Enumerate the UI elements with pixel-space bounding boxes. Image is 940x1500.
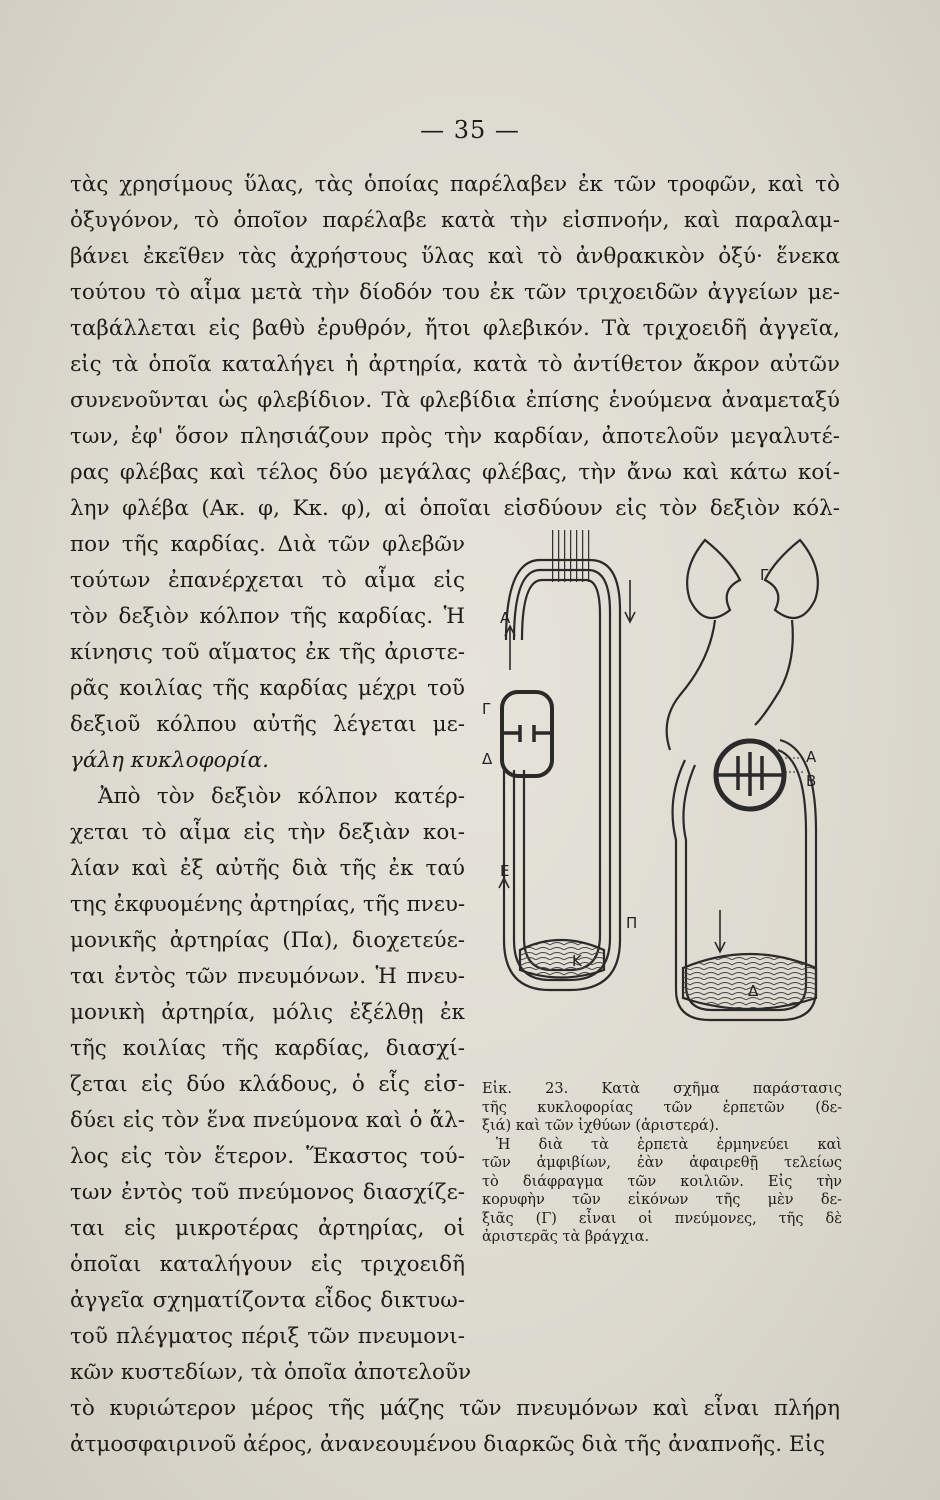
text-line: εἰς τὰ ὁποῖα καταλήγει ἡ ἀρτηρία, κατὰ τὸ ἀντίθετον ἄκρον αὐτῶν [70,352,840,377]
caption-line: ξιᾶς (Γ) εἶναι οἱ πνεύμονες, τῆς δὲ [482,1210,842,1227]
text-line: τὸ κυριώτερον μέρος τῆς μάζης τῶν πνευμόνων καὶ εἶναι πλήρη [70,1396,840,1421]
up-arrow-icon [505,626,515,670]
text-line: ρᾶς κοιλίας τῆς καρδίας μέχρι τοῦ [70,676,465,701]
capillary-net [520,940,604,978]
page-number: — 35 — [420,116,520,144]
lung-left [687,540,740,618]
caption-line: τῆς κυκλοφορίας τῶν ἑρπετῶν (δε- [482,1099,842,1116]
text-line: μονικὴ ἀρτηρία, μόλις ἐξέλθῃ ἐκ [70,1000,465,1025]
text-line: μονικῆς ἀρτηρίας (Πα), διοχετεύε- [70,928,465,953]
text-line: πον τῆς καρδίας. Διὰ τῶν φλεβῶν [70,532,465,557]
text-line: ται εἰς μικροτέρας ἀρτηρίας, οἱ [70,1216,465,1241]
text-line: Ἀπὸ τὸν δεξιὸν κόλπον κατέρ- [98,784,465,809]
text-line: κῶν κυστεδίων, τὰ ὁποῖα ἀποτελοῦν [70,1360,472,1385]
text-line: τοῦ πλέγματος πέριξ τῶν πνευμονι- [70,1324,465,1349]
label-p: Π [626,914,638,932]
text-line: ἀγγεῖα σχηματίζοντα εἶδος δικτυω- [70,1288,465,1313]
text-line: ρας φλέβας καὶ τέλος δύο μεγάλας φλέβας, τὴν ἄνω καὶ κάτω κοί- [70,460,840,485]
label-g-right: Γ [760,566,769,584]
text-line: των ἐντὸς τοῦ πνεύμονος διασχίζε- [70,1180,465,1205]
text-line: λος εἰς τὸν ἕτερον. Ἕκαστος τού- [70,1144,465,1169]
text-line: τούτου τὸ αἷμα μετὰ τὴν δίοδόν του ἐκ τῶν τριχοειδῶν ἀγγείων με- [70,280,840,305]
caption-line: Εἰκ. 23. Κατὰ σχῆμα παράστασις [482,1081,842,1097]
text-line: των, ἐφ' ὅσον πλησιάζουν πρὸς τὴν καρδίαν, ἀποτελοῦν μεγαλυτέ- [70,424,840,449]
text-line: χεται τὸ αἷμα εἰς τὴν δεξιὰν κοι- [70,820,465,845]
text-line: τῆς κοιλίας τῆς καρδίας, διασχί- [70,1036,465,1061]
text-line: λην φλέβα (Ακ. φ, Κκ. φ), αἱ ὁποῖαι εἰσδύουν εἰς τὸν δεξιὸν κόλ- [70,496,840,521]
caption-line: κορυφὴν τῶν εἰκόνων τῆς μὲν δε- [482,1192,842,1208]
text-line: ὁποῖαι καταλήγουν εἰς τριχοειδῆ [70,1252,465,1277]
text-line: ἀτμοσφαιρινοῦ ἀέρος, ἀνανεουμένου διαρκῶς διὰ τῆς ἀναπνοῆς. Εἰς [70,1432,826,1457]
gills-block [552,530,590,582]
text-line: τὸν δεξιὸν κόλπον τῆς καρδίας. Ἡ [70,604,465,629]
figure-caption [482,1080,842,1247]
text-line: τὰς χρησίμους ὕλας, τὰς ὁποίας παρέλαβεν ἐκ τῶν τροφῶν, καὶ τὸ [70,172,840,197]
label-a-right: Α [806,748,817,766]
text-line: δύει εἰς τὸν ἕνα πνεύμονα καὶ ὁ ἄλ- [70,1108,465,1133]
text-line: ὀξυγόνον, τὸ ὁποῖον παρέλαβε κατὰ τὴν εἰσπνοήν, καὶ παραλαμ- [70,208,840,233]
fish-circulation-diagram [499,530,638,990]
lung-right [765,540,818,618]
text-line: βάνει ἐκεῖθεν τὰς ἀχρήστους ὕλας καὶ τὸ ἀνθρακικὸν ὀξύ· ἕνεκα [70,244,840,269]
up-arrow-icon [499,878,509,924]
label-g-left: Γ [482,700,491,718]
text-line: συνενοῦνται ὡς φλεβίδιον. Τὰ φλεβίδια ἐπίσης ἑνούμενα ἀναμεταξύ [70,388,840,413]
label-a-left: Α [500,609,511,627]
label-d-right: Δ [748,982,759,1000]
text-line: της ἐκφυομένης ἀρτηρίας, τῆς πνευ- [70,892,466,917]
caption-line: ξιά) καὶ τῶν ἰχθύων (ἀριστερά). [482,1118,720,1134]
text-line: ζεται εἰς δύο κλάδους, ὁ εἷς εἰσ- [70,1072,465,1097]
text-line: κίνησις τοῦ αἵματος ἐκ τῆς ἀριστε- [70,640,465,665]
text-line: λίαν καὶ ἐξ αὐτῆς διὰ τῆς ἐκ ταύ [70,856,465,881]
text-line: δεξιοῦ κόλπου αὐτῆς λέγεται με- [70,712,465,737]
text-line: τούτων ἐπανέρχεται τὸ αἷμα εἰς [70,568,465,593]
label-b-right: Β [806,772,817,790]
caption-line: Ἡ διὰ τὰ ἑρπετὰ ἑρμηνεύει καὶ [496,1136,842,1153]
caption-line: ἀριστερᾶς τὰ βράγχια. [482,1229,650,1245]
down-arrow-icon [625,580,635,622]
text-line: γάλη κυκλοφορία. [70,748,269,773]
label-k: Κ [572,952,582,970]
caption-line: τὸ διάφραγμα τῶν κοιλιῶν. Εἰς τὴν [482,1173,842,1190]
label-e-left: Ε [500,862,510,880]
text-line: ται ἐντὸς τῶν πνευμόνων. Ἡ πνευ- [70,964,465,989]
reptile-circulation-diagram [667,540,818,1020]
circulation-figure [480,520,840,1075]
caption-line: τῶν ἀμφιβίων, ἐὰν ἀφαιρεθῇ τελείως [482,1155,842,1171]
down-arrow-icon [715,910,725,952]
text-line: ταβάλλεται εἰς βαθὺ ἐρυθρόν, ἤτοι φλεβικόν. Τὰ τριχοειδῆ ἀγγεῖα, [70,316,840,341]
label-d-left: Δ [482,750,493,768]
